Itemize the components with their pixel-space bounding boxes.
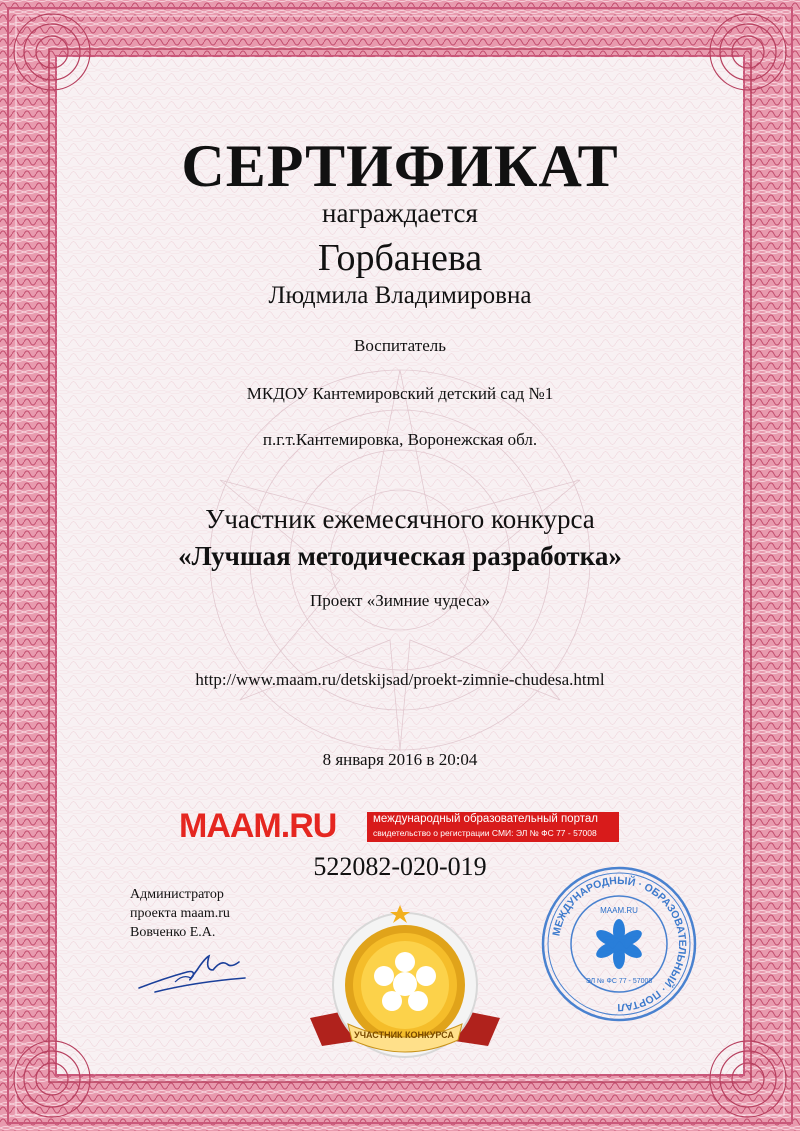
stamp-inner-top: MAAM.RU xyxy=(600,906,638,915)
awarded-label: награждается xyxy=(322,198,478,228)
logo-banner xyxy=(367,812,619,842)
medal-ribbon-text: УЧАСТНИК КОНКУРСА xyxy=(354,1030,454,1040)
recipient-city: п.г.т.Кантемировка, Воронежская обл. xyxy=(262,430,538,449)
signature-icon xyxy=(135,948,255,998)
admin-role: Администратор xyxy=(130,887,224,902)
admin-project: проекта maam.ru xyxy=(130,906,230,921)
project-name: Проект «Зимние чудеса» xyxy=(309,591,490,610)
maam-logo xyxy=(179,807,619,845)
stamp-outer-text: МЕЖДУНАРОДНЫЙ · ОБРАЗОВАТЕЛЬНЫЙ · ПОРТАЛ xyxy=(550,874,689,1014)
stamp-inner-bottom: ЭЛ № ФС 77 - 57008 xyxy=(585,978,653,985)
logo-wordmark: MAAM.RU xyxy=(179,807,337,845)
recipient-given-names: Людмила Владимировна xyxy=(268,282,532,309)
stamp-icon xyxy=(540,865,698,1023)
contest-name: «Лучшая методическая разработка» xyxy=(178,541,622,571)
participation-text: Участник ежемесячного конкурса xyxy=(205,504,595,534)
issue-date: 8 января 2016 в 20:04 xyxy=(322,750,478,769)
admin-block xyxy=(130,885,230,942)
recipient-organization: МКДОУ Кантемировский детский сад №1 xyxy=(246,384,554,403)
admin-name: Вовченко Е.А. xyxy=(130,925,216,940)
certificate-title: СЕРТИФИКАТ xyxy=(181,133,619,199)
logo-registration: свидетельство о регистрации СМИ: ЭЛ № ФС 77 - 57008 xyxy=(373,828,597,838)
project-url[interactable]: http://www.maam.ru/detskijsad/proekt-zimnie-chudesa.html xyxy=(195,670,605,689)
recipient-surname: Горбанева xyxy=(317,237,483,279)
registration-number: 522082-020-019 xyxy=(313,852,487,881)
medal-icon xyxy=(300,900,510,1070)
logo-tagline: международный образовательный портал xyxy=(373,813,598,825)
recipient-position: Воспитатель xyxy=(354,336,446,355)
